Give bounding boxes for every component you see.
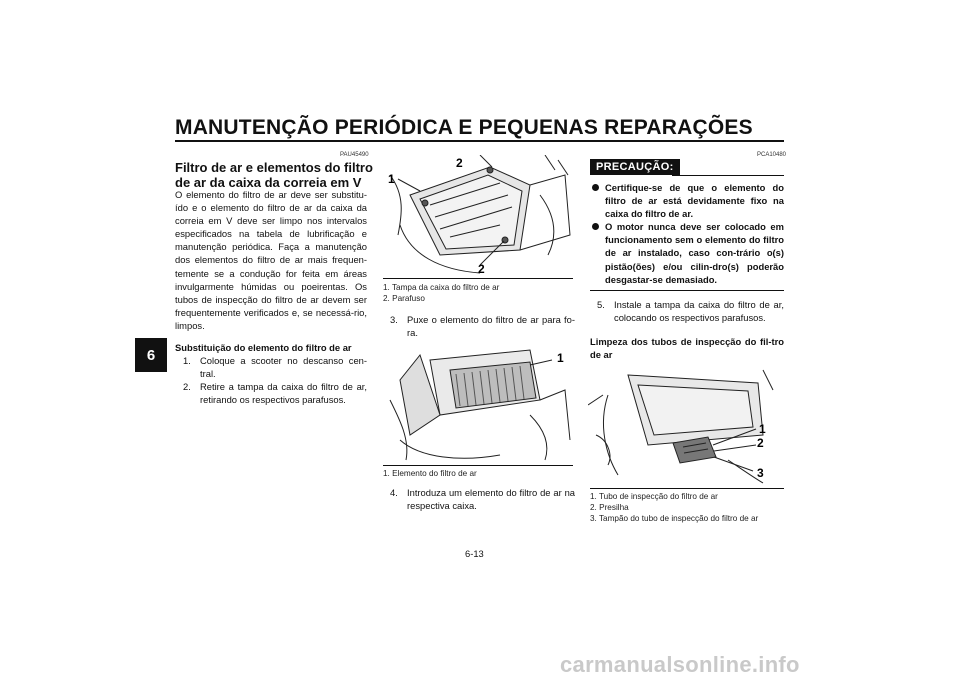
figure1-callout-2b: 2: [478, 262, 485, 276]
section-heading-line2: de ar da caixa da correia em V: [175, 175, 362, 190]
figure1-callout-2a: 2: [456, 156, 463, 170]
bullet-icon: [592, 223, 599, 230]
caution-bullet-2: [590, 220, 784, 285]
figure3-callout-1: 1: [759, 422, 766, 436]
step-3-text: Puxe o elemento do filtro de ar para fo-ra.: [407, 314, 575, 339]
step-5-number: 5.: [597, 299, 605, 310]
figure3-caption-rule: [590, 488, 784, 489]
caution-bullet-2-text: O motor nunca deve ser colocado em funcionamento sem o elemento do filtro de ar instalado, caso con-trário o(s) pistão(ões) e/ou cilin-dro(s) poderão desgastar-se demasiado.: [605, 221, 784, 285]
section-heading-line1: Filtro de ar e elementos do filtro: [175, 160, 373, 175]
figure-air-filter-element: [380, 340, 576, 464]
step-1-number: 1.: [183, 355, 191, 366]
figure3-caption-1: 1. Tubo de inspecção do filtro de ar: [590, 492, 718, 501]
figure2-callout-1: 1: [557, 351, 564, 365]
step-4: [390, 486, 575, 512]
caution-bullet-1: [590, 181, 784, 220]
step-1: [183, 354, 367, 380]
figure1-caption-rule: [383, 278, 573, 279]
section-code: PAU45490: [340, 152, 369, 158]
figure2-caption-rule: [383, 465, 573, 466]
figure2-captions: [383, 468, 578, 479]
figure1-captions: [383, 282, 578, 304]
figure1-caption-2: 2. Parafuso: [383, 294, 425, 303]
figure1-callout-1: 1: [388, 172, 395, 186]
chapter-tab: 6: [135, 338, 167, 372]
warning-code: PCA10480: [757, 152, 787, 158]
step-4-text: Introduza um elemento do filtro de ar na respectiva caixa.: [407, 487, 575, 512]
caution-label-rule: [672, 175, 784, 176]
header-rule: [175, 140, 784, 142]
step-2-number: 2.: [183, 381, 191, 393]
intro-paragraph: O elemento do filtro de ar deve ser substitu-ído e o elemento do filtro de ar da caixa da correia em V deve ser limpo nos intervalos especificados na tabela de lubrificação e manutenção periódica. Faça a manutenção dos elementos do filtro de ar mais frequen-temente se a condução for feita em áreas invulgarmente húmidas ou poeirentas. Os tubos de inspecção do filtro de ar devem ser frequentemente verificados e, se necessá-rio, limpos.: [175, 189, 367, 331]
step-1-text: Coloque a scooter no descanso cen-tral.: [200, 355, 367, 380]
figure3-callout-3: 3: [757, 466, 764, 480]
caution-bottom-rule: [590, 290, 784, 291]
step-3-number: 3.: [390, 314, 398, 325]
page-number: 6-13: [465, 548, 484, 559]
step-5-text: Instale a tampa da caixa do filtro de ar, colocando os respectivos parafusos.: [614, 299, 784, 324]
subheading-replace-element: Substituição do elemento do filtro de ar: [175, 342, 352, 353]
figure3-caption-3: 3. Tampão do tubo de inspecção do filtro de ar: [590, 514, 759, 523]
figure3-callout-2: 2: [757, 436, 764, 450]
step-4-number: 4.: [390, 487, 398, 498]
step-5: [597, 298, 784, 324]
step-2: [183, 380, 367, 406]
figure1-caption-1: 1. Tampa da caixa do filtro de ar: [383, 283, 500, 292]
caution-box: [590, 159, 784, 291]
caution-bullet-1-text: Certifique-se de que o elemento do filtro de ar está devidamente fixo na caixa do filtro de ar.: [605, 182, 784, 220]
figure3-captions: [590, 491, 790, 524]
figure-inspection-tubes: [588, 365, 784, 487]
page-title: MANUTENÇÃO PERIÓDICA E PEQUENAS REPARAÇÕES: [175, 116, 753, 139]
figure3-caption-2: 2. Presilha: [590, 503, 629, 512]
step-3: [390, 313, 575, 339]
footer-watermark-url[interactable]: carmanualsonline.info: [560, 652, 800, 677]
step-2-text: Retire a tampa da caixa do filtro de ar, retirando os respectivos parafusos.: [200, 381, 367, 406]
bullet-icon: [592, 184, 599, 191]
figure2-caption-1: 1. Elemento do filtro de ar: [383, 469, 477, 478]
caution-label: PRECAUÇÃO:: [590, 159, 680, 175]
subheading-inspection-tubes: Limpeza dos tubos de inspecção do fil-tro de ar: [590, 336, 784, 361]
section-heading: [175, 160, 375, 190]
steps-list: [183, 354, 367, 406]
figure-air-filter-cover: [380, 155, 576, 277]
